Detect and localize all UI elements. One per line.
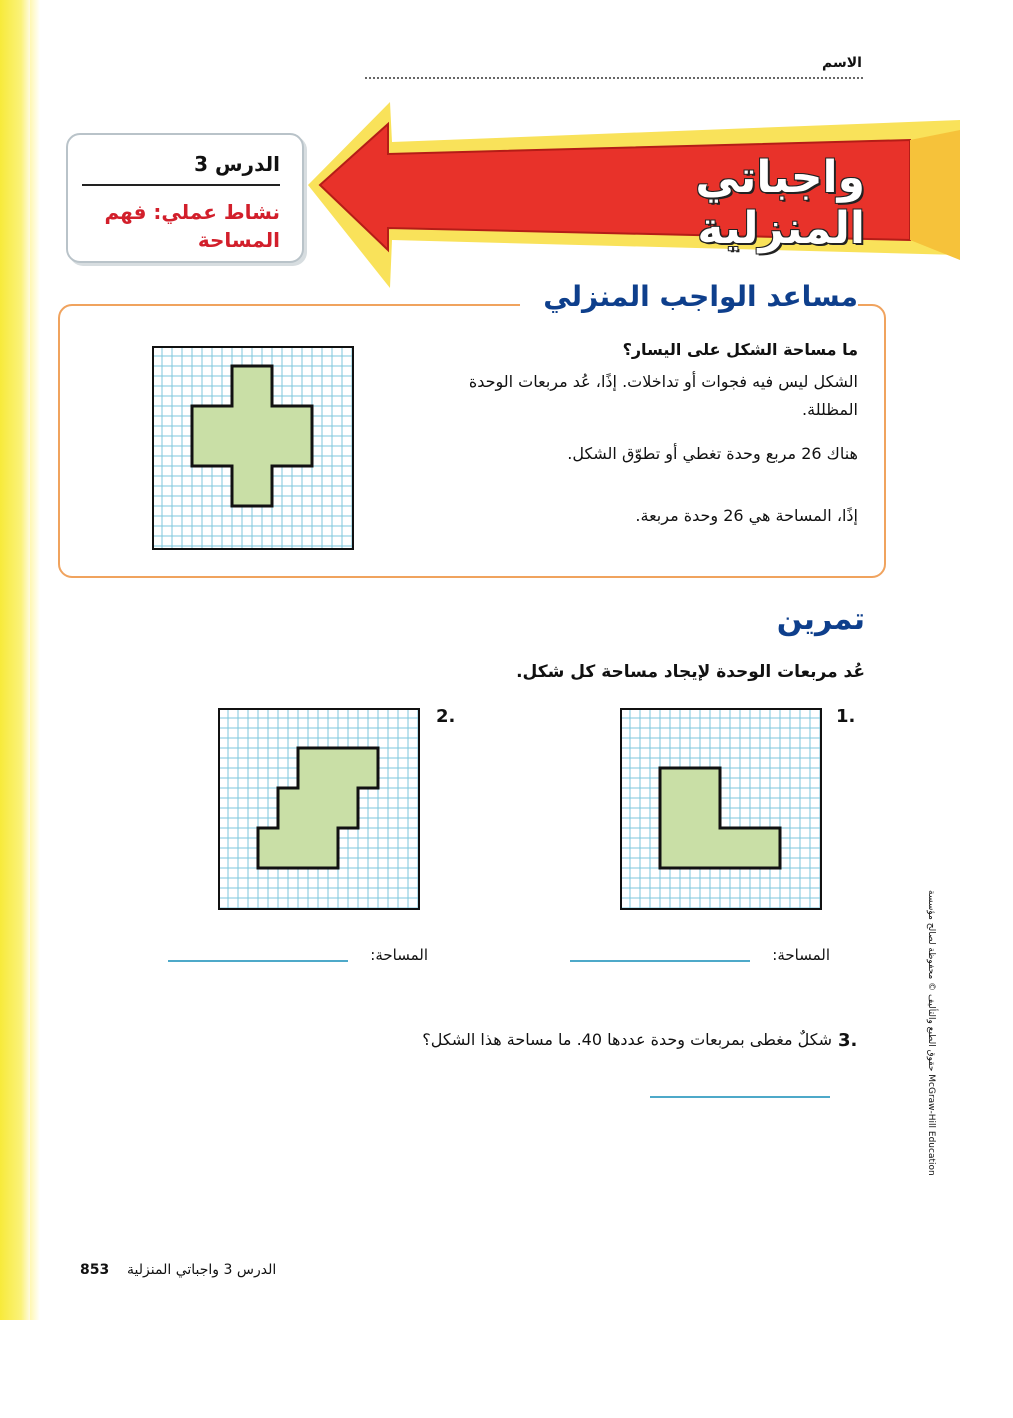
- problem-2-area-label: المساحة:: [370, 946, 428, 964]
- name-line[interactable]: [365, 77, 863, 79]
- helper-paragraph-1: الشكل ليس فيه فجوات أو تداخلات. إذًا، عُد مربعات الوحدة المظللة.: [468, 372, 858, 419]
- practice-instructions: عُد مربعات الوحدة لإيجاد مساحة كل شكل.: [516, 662, 865, 682]
- copyright-side-credit: حقوق الطبع والتأليف © محفوظة لصالح مؤسسة McGraw-Hill Education: [926, 890, 936, 1176]
- name-label: الاسم: [822, 55, 862, 71]
- page-footer: [80, 1262, 310, 1278]
- problem-3-answer-line[interactable]: [650, 1096, 830, 1098]
- footer-lesson-ref: الدرس 3 واجباتي المنزلية: [127, 1262, 277, 1278]
- problem-1-grid: [620, 708, 824, 912]
- page-edge: [30, 0, 40, 1320]
- problem-1-answer-line[interactable]: [570, 960, 750, 962]
- banner-title: واجباتي المنزلية: [695, 152, 865, 254]
- problem-1-number: 1.: [836, 706, 856, 727]
- example-grid: [152, 346, 356, 552]
- helper-paragraph-3: إذًا، المساحة هي 26 وحدة مربعة.: [635, 506, 858, 525]
- lesson-topic: نشاط عملي: فهم المساحة: [104, 200, 280, 252]
- problem-3-text: شكلٌ مغطى بمربعات وحدة عددها 40. ما مساحة هذا الشكل؟: [422, 1030, 832, 1049]
- practice-title: تمرين: [776, 602, 865, 637]
- problem-3-number: 3.: [838, 1030, 858, 1051]
- problem-2-answer-line[interactable]: [168, 960, 348, 962]
- homework-helper-title: مساعد الواجب المنزلي: [520, 280, 858, 313]
- problem-1-area-label: المساحة:: [772, 946, 830, 964]
- example-plus-shape: [192, 366, 312, 506]
- yellow-margin-strip: [0, 0, 30, 1320]
- lesson-divider: [82, 184, 280, 186]
- problem-2-grid: [218, 708, 422, 912]
- helper-question: ما مساحة الشكل على اليسار؟: [622, 340, 858, 359]
- lesson-number: الدرس 3: [194, 152, 280, 176]
- problem-2-number: 2.: [436, 706, 456, 727]
- helper-paragraph-2: هناك 26 مربع وحدة تغطي أو تطوّق الشكل.: [567, 444, 858, 463]
- page-number: 853: [80, 1262, 110, 1278]
